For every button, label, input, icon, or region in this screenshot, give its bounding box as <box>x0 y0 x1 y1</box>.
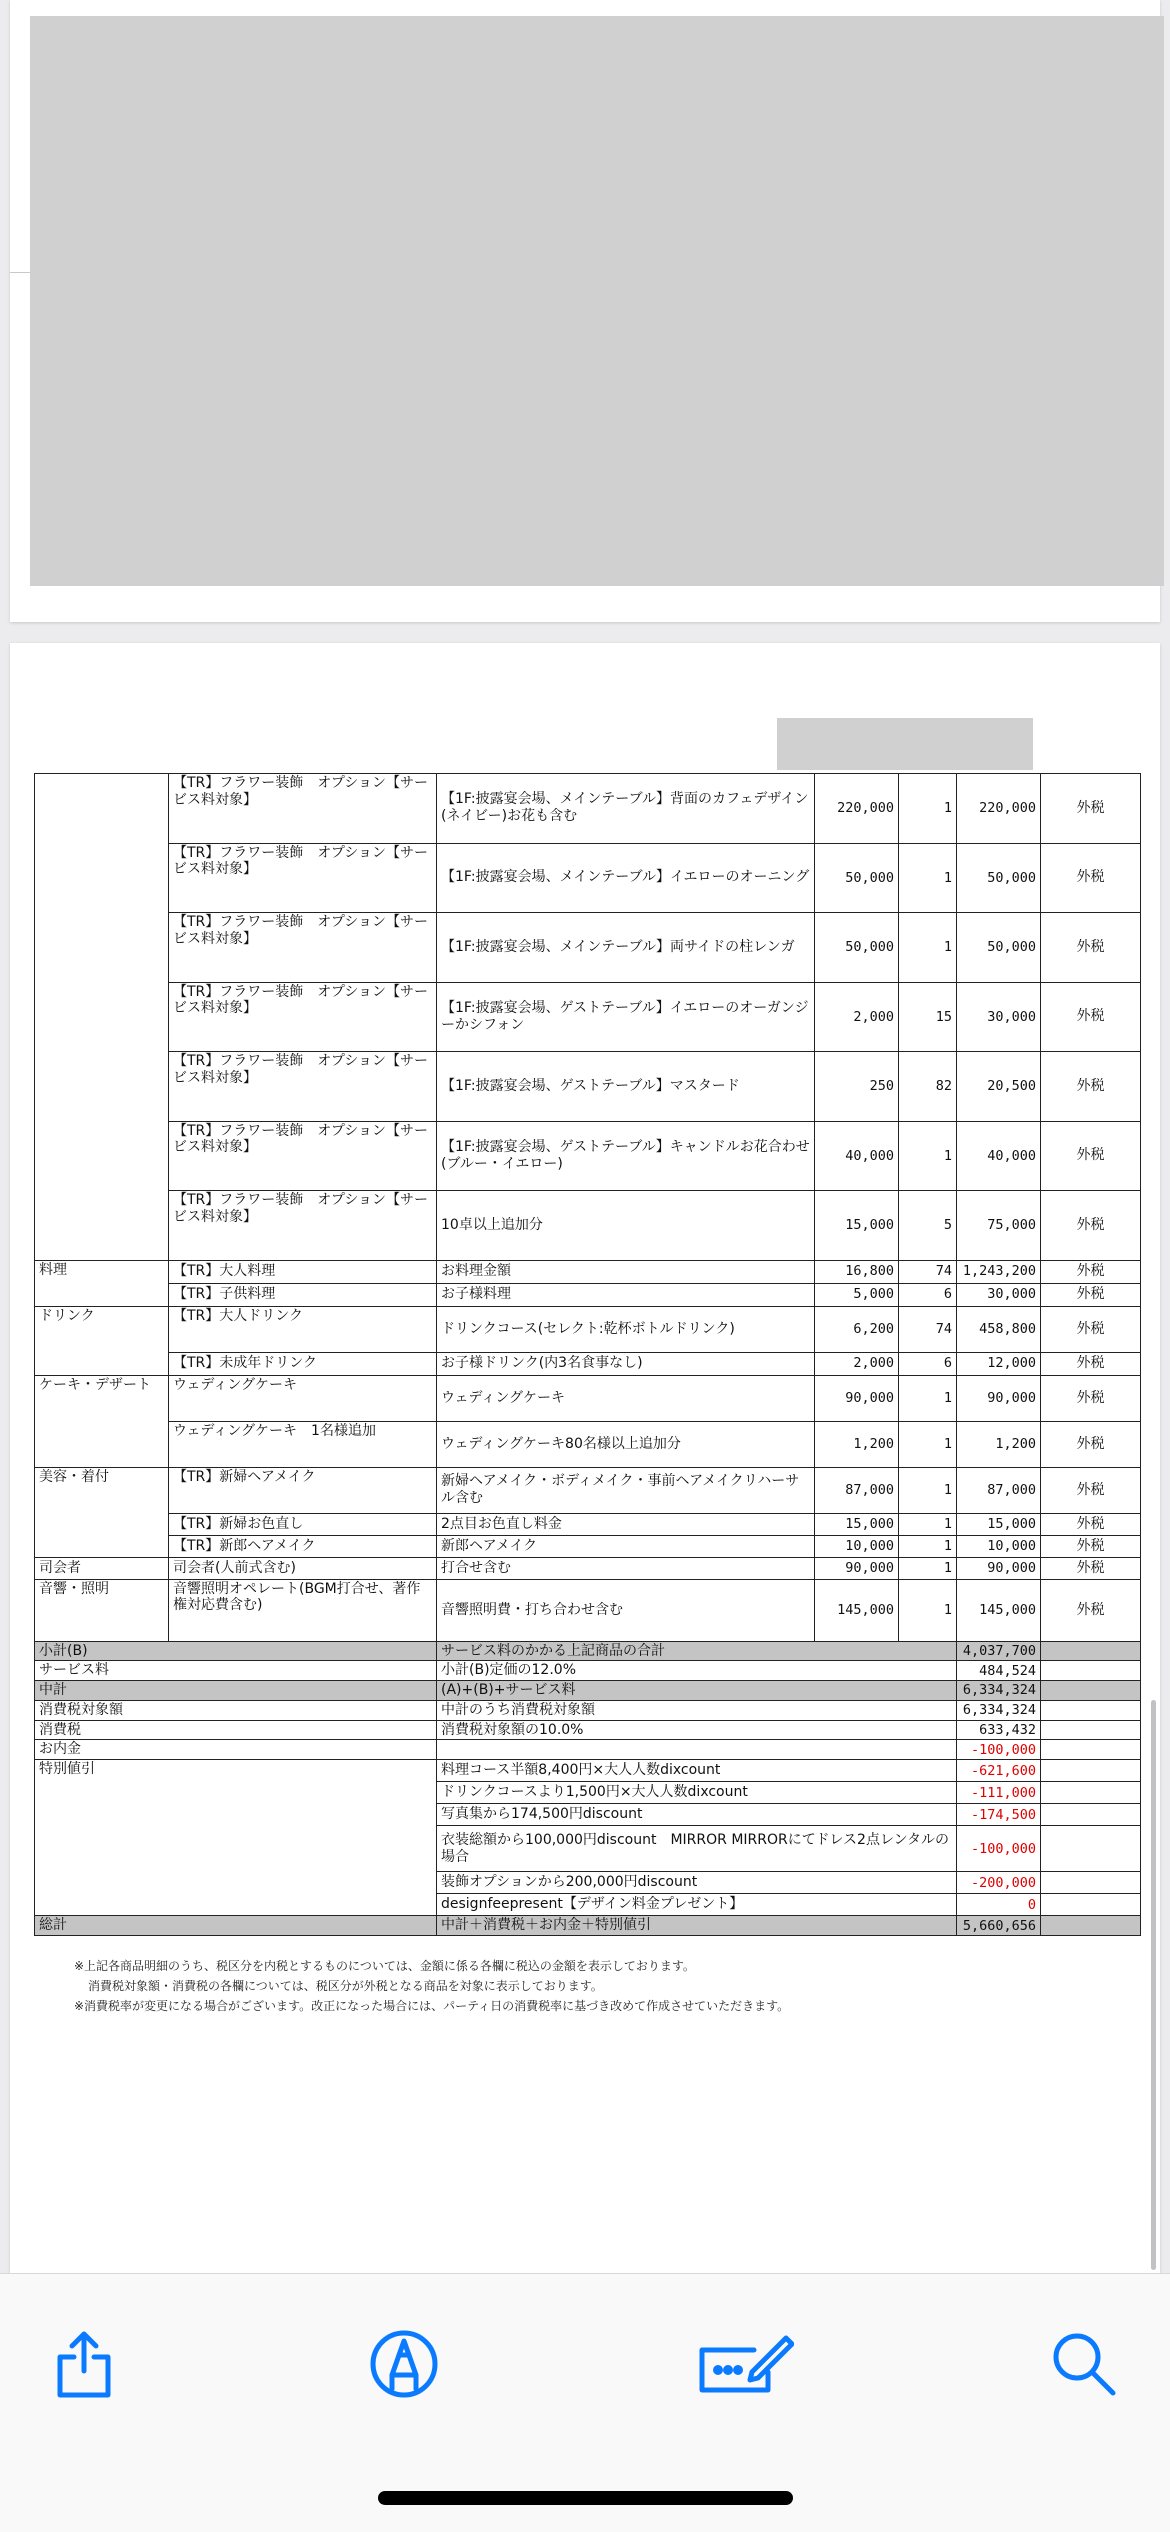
detail-cell: お子様料理 <box>437 1283 815 1306</box>
amount-cell: 50,000 <box>957 913 1041 983</box>
total-label: 総計 <box>35 1916 437 1936</box>
tax-cell: 外税 <box>1041 1467 1141 1513</box>
qty-cell: 1 <box>899 1421 957 1467</box>
table-row <box>35 1513 1141 1535</box>
amount-cell: 30,000 <box>957 1283 1041 1306</box>
detail-cell: ウェディングケーキ80名様以上追加分 <box>437 1421 815 1467</box>
qty-cell: 1 <box>899 1557 957 1579</box>
detail-cell: 2点目お色直し料金 <box>437 1513 815 1535</box>
category-cell: 料理 <box>35 1260 169 1306</box>
qty-cell: 1 <box>899 843 957 913</box>
item-cell: 【TR】大人ドリンク <box>169 1306 437 1352</box>
summary-label: お内金 <box>35 1740 437 1760</box>
price-cell: 50,000 <box>815 913 899 983</box>
qty-cell: 1 <box>899 1121 957 1191</box>
table-row <box>35 1283 1141 1306</box>
qty-cell: 6 <box>899 1352 957 1375</box>
qty-cell: 1 <box>899 1375 957 1421</box>
item-cell: 【TR】フラワー装飾 オプション【サービス料対象】 <box>169 913 437 983</box>
discount-desc: 料理コース半額8,400円×大人人数dixcount <box>437 1760 957 1782</box>
detail-cell: 音響照明費・打ち合わせ含む <box>437 1579 815 1641</box>
footnote-line: 消費税対象額・消費税の各欄については、税区分が外税となる商品を対象に表示しております。 <box>88 1979 603 1993</box>
item-cell: 音響照明オペレート(BGM打合せ、著作権対応費含む) <box>169 1579 437 1641</box>
summary-row <box>35 1641 1141 1661</box>
summary-desc: 消費税対象額の10.0% <box>437 1720 957 1740</box>
table-row <box>35 1421 1141 1467</box>
price-cell: 145,000 <box>815 1579 899 1641</box>
total-blank <box>1041 1916 1141 1936</box>
tax-cell: 外税 <box>1041 1283 1141 1306</box>
qty-cell: 82 <box>899 1052 957 1122</box>
amount-cell: 90,000 <box>957 1557 1041 1579</box>
price-cell: 1,200 <box>815 1421 899 1467</box>
qty-cell: 1 <box>899 774 957 844</box>
tax-cell: 外税 <box>1041 843 1141 913</box>
amount-cell: 75,000 <box>957 1191 1041 1261</box>
qty-cell: 1 <box>899 1467 957 1513</box>
total-amount: 5,660,656 <box>957 1916 1041 1936</box>
table-row <box>35 843 1141 913</box>
price-cell: 2,000 <box>815 982 899 1052</box>
amount-cell: 220,000 <box>957 774 1041 844</box>
summary-label: 消費税 <box>35 1720 437 1740</box>
qty-cell: 74 <box>899 1260 957 1283</box>
summary-label: 中計 <box>35 1681 437 1701</box>
footnotes <box>74 1956 789 2016</box>
summary-desc: サービス料のかかる上記商品の合計 <box>437 1641 957 1661</box>
price-cell: 6,200 <box>815 1306 899 1352</box>
amount-cell: 30,000 <box>957 982 1041 1052</box>
total-row <box>35 1916 1141 1936</box>
price-cell: 90,000 <box>815 1375 899 1421</box>
summary-desc <box>437 1740 957 1760</box>
item-cell: 【TR】フラワー装飾 オプション【サービス料対象】 <box>169 1191 437 1261</box>
item-cell: 【TR】フラワー装飾 オプション【サービス料対象】 <box>169 1052 437 1122</box>
discount-row <box>35 1760 1141 1782</box>
category-cell: 音響・照明 <box>35 1579 169 1641</box>
detail-cell: 【1F:披露宴会場、ゲストテーブル】キャンドルお花合わせ(ブルー・イエロー) <box>437 1121 815 1191</box>
discount-amount: -174,500 <box>957 1804 1041 1826</box>
tax-cell: 外税 <box>1041 1535 1141 1557</box>
summary-amount: 484,524 <box>957 1661 1041 1681</box>
price-cell: 90,000 <box>815 1557 899 1579</box>
discount-blank <box>1041 1826 1141 1872</box>
item-cell: 【TR】新郎ヘアメイク <box>169 1535 437 1557</box>
detail-cell: ドリンクコース(セレクト:乾杯ボトルドリンク) <box>437 1306 815 1352</box>
discount-amount: -200,000 <box>957 1872 1041 1894</box>
summary-blank <box>1041 1681 1141 1701</box>
table-row <box>35 774 1141 844</box>
price-cell: 2,000 <box>815 1352 899 1375</box>
price-cell: 10,000 <box>815 1535 899 1557</box>
summary-amount: -100,000 <box>957 1740 1041 1760</box>
discount-label: 特別値引 <box>35 1760 437 1916</box>
price-cell: 16,800 <box>815 1260 899 1283</box>
price-cell: 220,000 <box>815 774 899 844</box>
item-cell: 【TR】大人料理 <box>169 1260 437 1283</box>
amount-cell: 20,500 <box>957 1052 1041 1122</box>
tax-cell: 外税 <box>1041 1352 1141 1375</box>
item-cell: 【TR】フラワー装飾 オプション【サービス料対象】 <box>169 982 437 1052</box>
share-button[interactable] <box>44 2326 124 2406</box>
amount-cell: 50,000 <box>957 843 1041 913</box>
tax-cell: 外税 <box>1041 913 1141 983</box>
category-cell <box>35 774 169 1261</box>
summary-amount: 6,334,324 <box>957 1700 1041 1720</box>
detail-cell: お子様ドリンク(内3名食事なし) <box>437 1352 815 1375</box>
table-row <box>35 1535 1141 1557</box>
summary-row <box>35 1700 1141 1720</box>
price-cell: 50,000 <box>815 843 899 913</box>
qty-cell: 1 <box>899 1513 957 1535</box>
summary-blank <box>1041 1661 1141 1681</box>
table-row <box>35 1467 1141 1513</box>
summary-label: サービス料 <box>35 1661 437 1681</box>
tax-cell: 外税 <box>1041 774 1141 844</box>
category-cell: 美容・着付 <box>35 1467 169 1557</box>
table-row <box>35 1052 1141 1122</box>
item-cell: 【TR】フラワー装飾 オプション【サービス料対象】 <box>169 774 437 844</box>
summary-blank <box>1041 1740 1141 1760</box>
amount-cell: 458,800 <box>957 1306 1041 1352</box>
table-row <box>35 1375 1141 1421</box>
signature-icon <box>696 2332 794 2400</box>
summary-label: 消費税対象額 <box>35 1700 437 1720</box>
amount-cell: 90,000 <box>957 1375 1041 1421</box>
footnote-line: ※上記各商品明細のうち、税区分を内税とするものについては、金額に係る各欄に税込の金額を表示しております。 <box>74 1959 695 1973</box>
amount-cell: 10,000 <box>957 1535 1041 1557</box>
discount-blank <box>1041 1804 1141 1826</box>
table-row <box>35 982 1141 1052</box>
price-cell: 250 <box>815 1052 899 1122</box>
item-cell: 司会者(人前式含む) <box>169 1557 437 1579</box>
discount-amount: -111,000 <box>957 1782 1041 1804</box>
detail-cell: 打合せ含む <box>437 1557 815 1579</box>
detail-cell: 【1F:披露宴会場、ゲストテーブル】イエローのオーガンジーかシフォン <box>437 982 815 1052</box>
qty-cell: 74 <box>899 1306 957 1352</box>
discount-amount: 0 <box>957 1894 1041 1916</box>
tax-cell: 外税 <box>1041 1579 1141 1641</box>
qty-cell: 1 <box>899 1579 957 1641</box>
amount-cell: 145,000 <box>957 1579 1041 1641</box>
table-row <box>35 1352 1141 1375</box>
qty-cell: 1 <box>899 1535 957 1557</box>
discount-amount: -621,600 <box>957 1760 1041 1782</box>
scroll-indicator[interactable] <box>1151 1700 1156 2270</box>
tax-cell: 外税 <box>1041 1121 1141 1191</box>
detail-cell: 新婦ヘアメイク・ボディメイク・事前ヘアメイクリハーサル含む <box>437 1467 815 1513</box>
tax-cell: 外税 <box>1041 1375 1141 1421</box>
summary-blank <box>1041 1720 1141 1740</box>
category-cell: ケーキ・デザート <box>35 1375 169 1467</box>
tax-cell: 外税 <box>1041 1306 1141 1352</box>
discount-desc: 装飾オプションから200,000円discount <box>437 1872 957 1894</box>
discount-desc: 衣装総額から100,000円discount MIRROR MIRRORにてドレス2点レンタルの場合 <box>437 1826 957 1872</box>
item-cell: ウェディングケーキ 1名様追加 <box>169 1421 437 1467</box>
markup-button[interactable] <box>364 2326 444 2406</box>
qty-cell: 6 <box>899 1283 957 1306</box>
pdf-page-2 <box>10 643 1160 2273</box>
signature-button[interactable] <box>695 2326 795 2406</box>
summary-row <box>35 1661 1141 1681</box>
table-row <box>35 1191 1141 1261</box>
detail-cell: 【1F:披露宴会場、メインテーブル】イエローのオーニング <box>437 843 815 913</box>
table-row <box>35 1121 1141 1191</box>
summary-blank <box>1041 1700 1141 1720</box>
detail-cell: 【1F:披露宴会場、メインテーブル】背面のカフェデザイン(ネイビー)お花も含む <box>437 774 815 844</box>
summary-row <box>35 1740 1141 1760</box>
share-icon <box>52 2329 116 2403</box>
price-cell: 5,000 <box>815 1283 899 1306</box>
tax-cell: 外税 <box>1041 1557 1141 1579</box>
summary-amount: 4,037,700 <box>957 1641 1041 1661</box>
qty-cell: 1 <box>899 913 957 983</box>
redacted-area <box>777 718 1033 770</box>
category-cell: ドリンク <box>35 1306 169 1375</box>
item-cell: 【TR】フラワー装飾 オプション【サービス料対象】 <box>169 1121 437 1191</box>
detail-cell: ウェディングケーキ <box>437 1375 815 1421</box>
markup-icon <box>369 2329 439 2403</box>
tax-cell: 外税 <box>1041 1052 1141 1122</box>
discount-desc: designfeepresent【デザイン料金プレゼント】 <box>437 1894 957 1916</box>
detail-cell: 【1F:披露宴会場、メインテーブル】両サイドの柱レンガ <box>437 913 815 983</box>
total-desc: 中計＋消費税＋お内金＋特別値引 <box>437 1916 957 1936</box>
tax-cell: 外税 <box>1041 982 1141 1052</box>
estimate-table <box>34 773 1141 1936</box>
summary-amount: 6,334,324 <box>957 1681 1041 1701</box>
summary-desc: 小計(B)定価の12.0% <box>437 1661 957 1681</box>
discount-blank <box>1041 1760 1141 1782</box>
category-cell: 司会者 <box>35 1557 169 1579</box>
item-cell: 【TR】子供料理 <box>169 1283 437 1306</box>
tax-cell: 外税 <box>1041 1191 1141 1261</box>
detail-cell: 【1F:披露宴会場、ゲストテーブル】マスタード <box>437 1052 815 1122</box>
search-button[interactable] <box>1044 2326 1124 2406</box>
table-row <box>35 1557 1141 1579</box>
table-row <box>35 1260 1141 1283</box>
amount-cell: 1,243,200 <box>957 1260 1041 1283</box>
summary-row <box>35 1681 1141 1701</box>
table-row <box>35 1579 1141 1641</box>
amount-cell: 87,000 <box>957 1467 1041 1513</box>
price-cell: 15,000 <box>815 1513 899 1535</box>
tax-cell: 外税 <box>1041 1513 1141 1535</box>
discount-desc: ドリンクコースより1,500円×大人人数dixcount <box>437 1782 957 1804</box>
discount-blank <box>1041 1872 1141 1894</box>
footnote-line: ※消費税率が変更になる場合がございます。改正になった場合には、パーティ日の消費税率に基づき改めて作成させていただきます。 <box>74 1999 790 2013</box>
home-indicator[interactable] <box>378 2491 793 2505</box>
tax-cell: 外税 <box>1041 1260 1141 1283</box>
discount-blank <box>1041 1782 1141 1804</box>
amount-cell: 1,200 <box>957 1421 1041 1467</box>
item-cell: 【TR】フラワー装飾 オプション【サービス料対象】 <box>169 843 437 913</box>
summary-desc: 中計のうち消費税対象額 <box>437 1700 957 1720</box>
summary-blank <box>1041 1641 1141 1661</box>
page-divider <box>10 272 30 273</box>
pdf-page-1 <box>10 0 1160 622</box>
price-cell: 15,000 <box>815 1191 899 1261</box>
redacted-area <box>30 16 1164 586</box>
search-icon <box>1051 2331 1117 2401</box>
summary-label: 小計(B) <box>35 1641 437 1661</box>
item-cell: 【TR】新婦お色直し <box>169 1513 437 1535</box>
amount-cell: 40,000 <box>957 1121 1041 1191</box>
summary-row <box>35 1720 1141 1740</box>
qty-cell: 15 <box>899 982 957 1052</box>
amount-cell: 12,000 <box>957 1352 1041 1375</box>
table-row <box>35 1306 1141 1352</box>
price-cell: 40,000 <box>815 1121 899 1191</box>
table-row <box>35 913 1141 983</box>
tax-cell: 外税 <box>1041 1421 1141 1467</box>
price-cell: 87,000 <box>815 1467 899 1513</box>
discount-amount: -100,000 <box>957 1826 1041 1872</box>
amount-cell: 15,000 <box>957 1513 1041 1535</box>
detail-cell: 10卓以上追加分 <box>437 1191 815 1261</box>
qty-cell: 5 <box>899 1191 957 1261</box>
summary-desc: (A)+(B)+サービス料 <box>437 1681 957 1701</box>
detail-cell: お料理金額 <box>437 1260 815 1283</box>
discount-desc: 写真集から174,500円discount <box>437 1804 957 1826</box>
discount-blank <box>1041 1894 1141 1916</box>
item-cell: 【TR】新婦ヘアメイク <box>169 1467 437 1513</box>
item-cell: 【TR】未成年ドリンク <box>169 1352 437 1375</box>
summary-amount: 633,432 <box>957 1720 1041 1740</box>
item-cell: ウェディングケーキ <box>169 1375 437 1421</box>
detail-cell: 新郎ヘアメイク <box>437 1535 815 1557</box>
